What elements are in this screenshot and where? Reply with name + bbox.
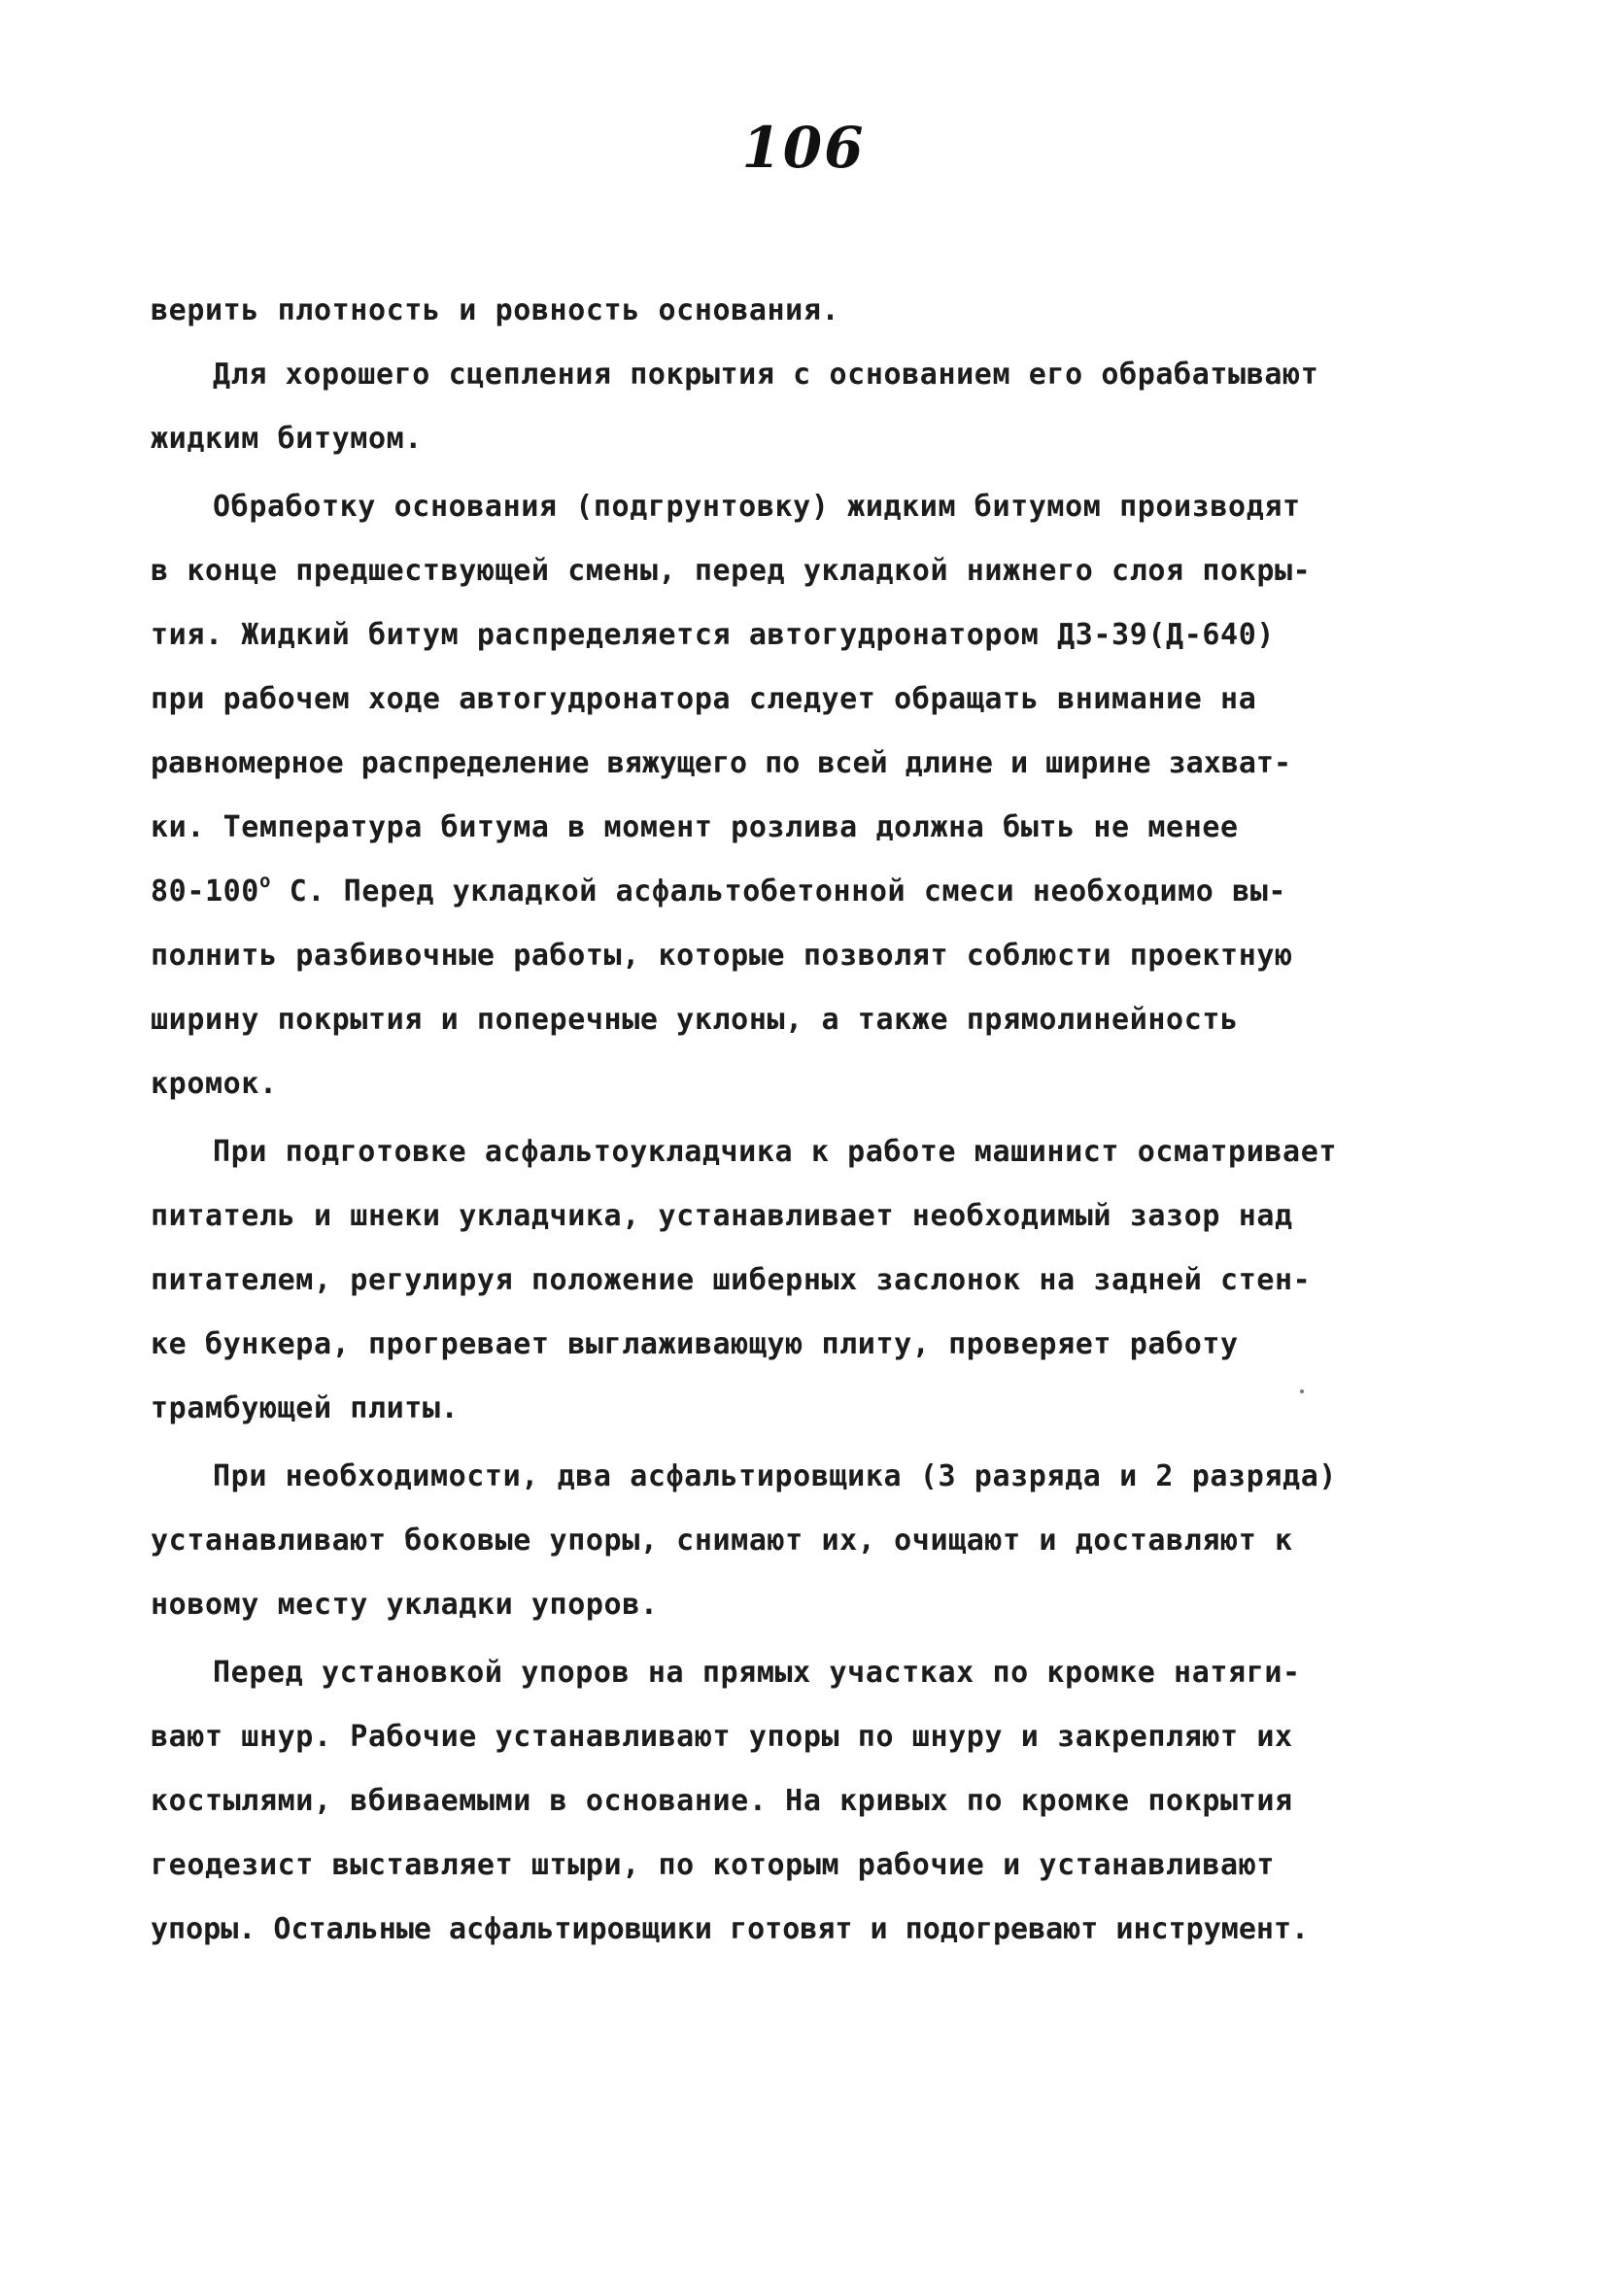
text-line-rest: С. Перед укладкой асфальтобетонной смеси необходимо вы- bbox=[271, 874, 1287, 908]
paragraph-first-line: Перед установкой упоров на прямых участках по кромке натяги- bbox=[213, 1656, 1301, 1690]
page-number: 106 bbox=[741, 115, 866, 181]
text-line: вают шнур. Рабочие устанавливают упоры по шнуру и закрепляют их bbox=[151, 1720, 1293, 1754]
paragraph-first-line: Для хорошего сцепления покрытия с основанием его обрабатывают bbox=[213, 358, 1319, 392]
text-line: равномерное распределение вяжущего по всей длине и ширине захват- bbox=[151, 746, 1291, 780]
text-line: ке бункера, прогревает выглаживающую плиту, проверяет работу bbox=[151, 1327, 1239, 1361]
text-line bbox=[151, 873, 1286, 911]
text-line: упоры. Остальные асфальтировщики готовят и подогревают инструмент. bbox=[151, 1912, 1310, 1946]
text-line: кромок. bbox=[151, 1067, 278, 1101]
text-line: жидким битумом. bbox=[151, 422, 423, 456]
paragraph-first-line: Обработку основания (подгрунтовку) жидким битумом производят bbox=[213, 490, 1301, 524]
text-line: в конце предшествующей смены, перед укладкой нижнего слоя покры- bbox=[151, 554, 1312, 588]
text-line: верить плотность и ровность основания. bbox=[151, 293, 840, 327]
text-line: питателем, регулируя положение шиберных заслонок на задней стен- bbox=[151, 1263, 1312, 1297]
text-line: питатель и шнеки укладчика, устанавливает необходимый зазор над bbox=[151, 1199, 1293, 1233]
text-line: ки. Температура битума в момент розлива должна быть не менее bbox=[151, 810, 1239, 844]
text-line: костылями, вбиваемыми в основание. На кривых по кромке покрытия bbox=[151, 1784, 1293, 1818]
text-line: устанавливают боковые упоры, снимают их, очищают и доставляют к bbox=[151, 1524, 1293, 1558]
paragraph-first-line: При подготовке асфальтоукладчика к работе машинист осматривает bbox=[213, 1135, 1338, 1169]
degree-sign: о bbox=[258, 871, 272, 892]
temperature-range: 80-100 bbox=[151, 874, 259, 908]
text-line: при рабочем ходе автогудронатора следует обращать внимание на bbox=[151, 682, 1257, 716]
scan-speck bbox=[1300, 1389, 1304, 1393]
text-line: ширину покрытия и поперечные уклоны, а также прямолинейность bbox=[151, 1003, 1239, 1037]
paragraph-first-line: При необходимости, два асфальтировщика (3 разряда и 2 разряда) bbox=[213, 1459, 1338, 1493]
text-line: новому месту укладки упоров. bbox=[151, 1588, 659, 1622]
text-line: трамбующей плиты. bbox=[151, 1391, 460, 1425]
text-line: тия. Жидкий битум распределяется автогудронатором ДЗ-39(Д-640) bbox=[151, 618, 1276, 652]
text-line: полнить разбивочные работы, которые позволят соблюсти проектную bbox=[151, 939, 1293, 973]
text-line: геодезист выставляет штыри, по которым рабочие и устанавливают bbox=[151, 1848, 1276, 1882]
